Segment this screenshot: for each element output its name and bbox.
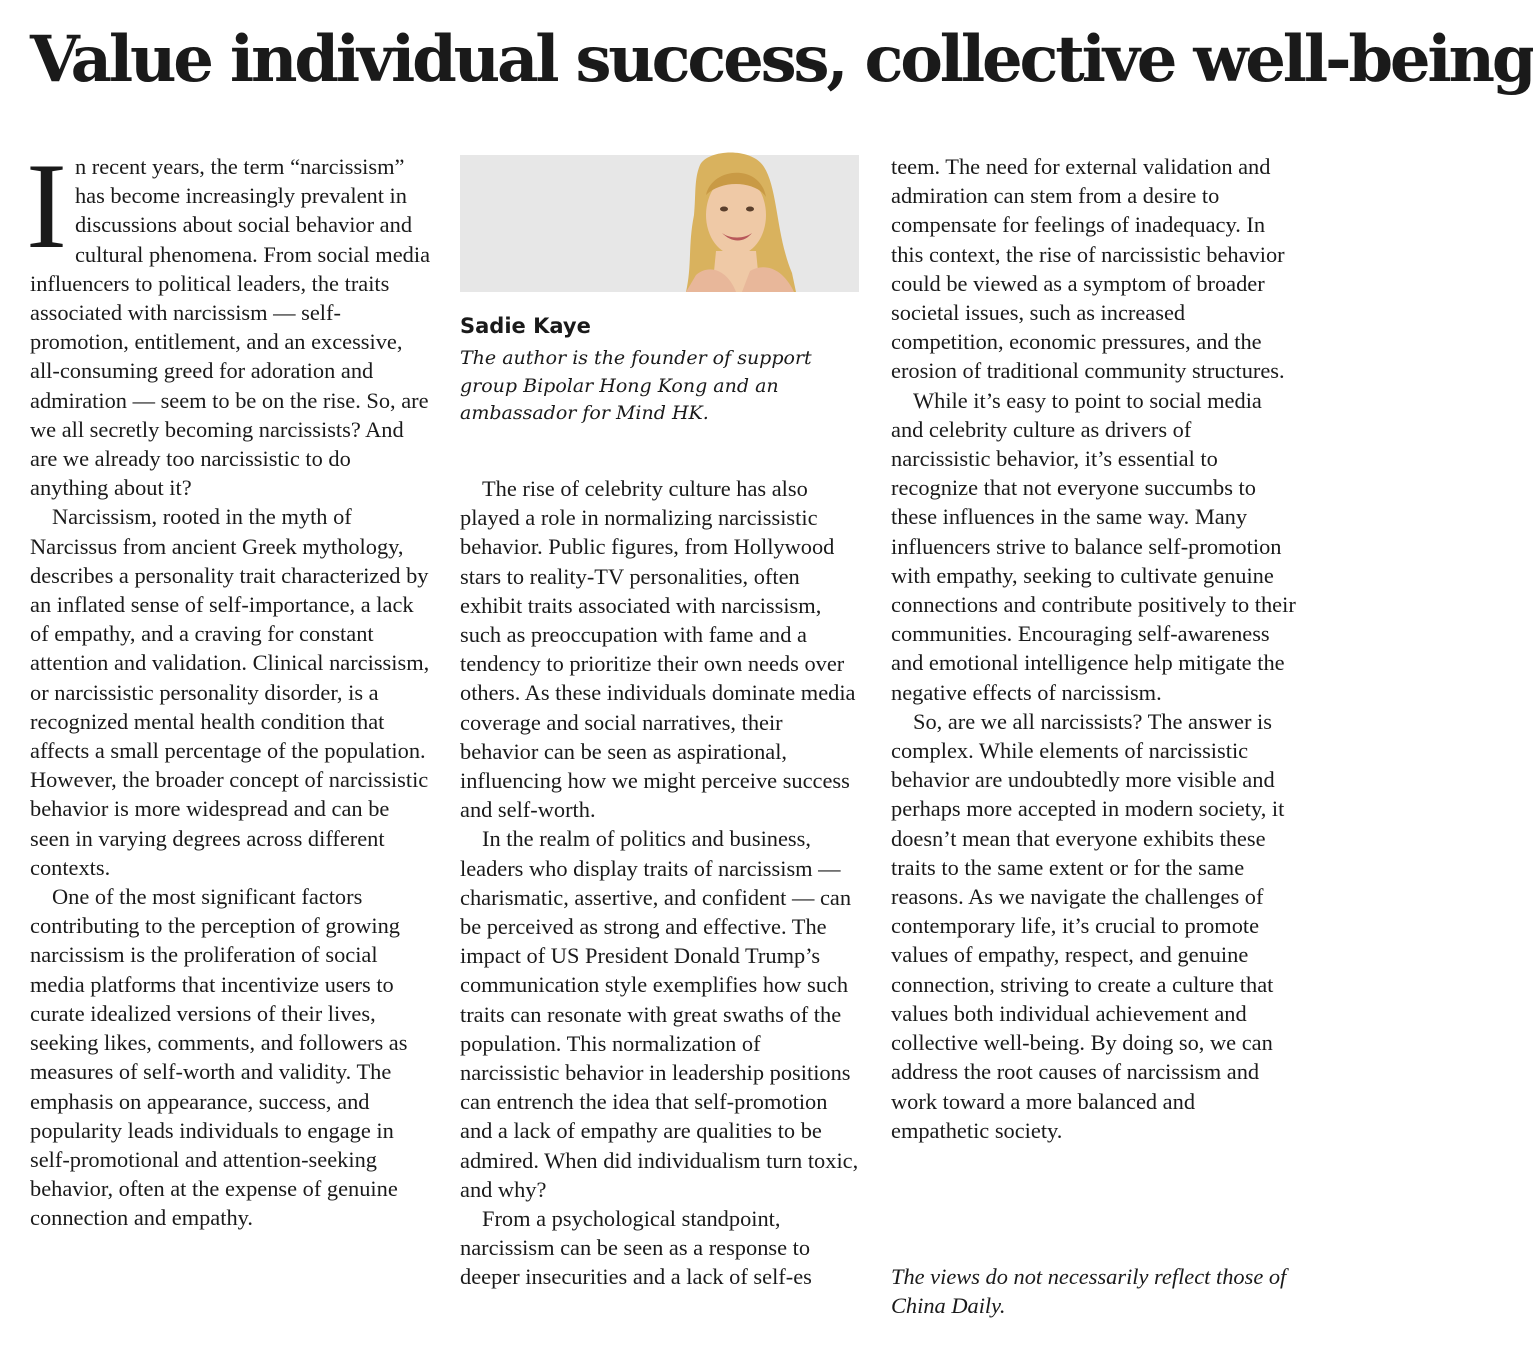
headline: Value individual success, collective well-being: [30, 22, 1533, 97]
paragraph-2: Narcissism, rooted in the myth of Narcissus from ancient Greek mythology, describes a personality trait characterized by an inflated sense of self-importance, a lack of empathy, and a craving for constant attention and validation. Clinical narcissism, or narcissistic personality disorder, is a recognized mental health condition that affects a small percentage of the population. However, the broader concept of narcissistic behavior is more widespread and can be seen in varying degrees across different contexts.: [30, 504, 430, 880]
column-3: [891, 152, 1296, 1145]
paragraph-1-text: n recent years, the term “narcissism” has become increasingly prevalent in discussions about social behavior and cultural phenomena. From social media influencers to political leaders, the traits associated with narcissism — self-promotion, entitlement, and an excessive, all-consuming greed for adoration and admiration — seem to be on the rise. So, are we all secretly becoming narcissists? And are we already too narcissistic to do anything about it?: [30, 154, 431, 501]
disclaimer: The views do not necessarily reflect those of China Daily.: [891, 1264, 1287, 1319]
paragraph-6-continued: teem. The need for external validation and admiration can stem from a desire to compensate for feelings of inadequacy. In this context, the rise of narcissistic behavior could be viewed as a symptom of broader societal issues, such as increased competition, economic pressures, and the erosion of traditional community structures.: [891, 154, 1285, 384]
paragraph-8: So, are we all narcissists? The answer is complex. While elements of narcissistic behavior are undoubtedly more visible and perhaps more accepted in modern society, it doesn’t mean that everyone exhibits these traits to the same extent or for the same reasons. As we navigate the challenges of contemporary life, it’s crucial to promote values of empathy, respect, and genuine connection, striving to create a culture that values both individual achievement and collective well-being. By doing so, we can address the root causes of narcissism and work toward a more balanced and empathetic society.: [891, 708, 1285, 1143]
author-bio: The author is the founder of support group Bipolar Hong Kong and an ambassador for Mind HK.: [460, 347, 812, 424]
paragraph-5: In the realm of politics and business, leaders who display traits of narcissism — charismatic, assertive, and confident — can be perceived as strong and effective. The impact of US President Donald Trump’s communication style exemplifies how such traits can resonate with great swaths of the population. This normalization of narcissistic behavior in leadership positions can entrench the idea that self-promotion and a lack of empathy are qualities to be admired. When did individualism turn toxic, and why?: [460, 826, 859, 1202]
column-1: [26, 137, 431, 1233]
paragraph-4: The rise of celebrity culture has also played a role in normalizing narcissistic behavior. Public figures, from Hollywood stars to reality-TV personalities, often exhibit traits associated with narcissism, such as preoccupation with fame and a tendency to prioritize their own needs over others. As these individuals dominate media coverage and social narratives, their behavior can be seen as aspirational, influencing how we might perceive success and self-worth.: [460, 476, 856, 823]
column-2: [460, 474, 860, 1292]
paragraph-7: While it’s easy to point to social media and celebrity culture as drivers of narcissistic behavior, it’s essential to recognize that not everyone succumbs to these influences in the same way. Many influencers strive to balance self-promotion with empathy, seeking to cultivate genuine connections and contribute positively to their communities. Encouraging self-awareness and emotional intelligence help mitigate the negative effects of narcissism.: [891, 387, 1296, 705]
paragraph-3: One of the most significant factors contributing to the perception of growing narcissism is the proliferation of social media platforms that incentivize users to curate idealized versions of their lives, seeking likes, comments, and followers as measures of self-worth and validity. The emphasis on appearance, success, and popularity leads individuals to engage in self-promotional and attention-seeking behavior, often at the expense of genuine connection and empathy.: [30, 884, 408, 1231]
paragraph-1: [26, 137, 431, 502]
author-portrait-image: [460, 155, 859, 292]
drop-cap: I: [26, 137, 67, 274]
author-name: Sadie Kaye: [460, 314, 591, 338]
paragraph-6: From a psychological standpoint, narcissism can be seen as a response to deeper insecurities and a lack of self-es: [460, 1206, 812, 1290]
author-photo: [460, 155, 859, 292]
